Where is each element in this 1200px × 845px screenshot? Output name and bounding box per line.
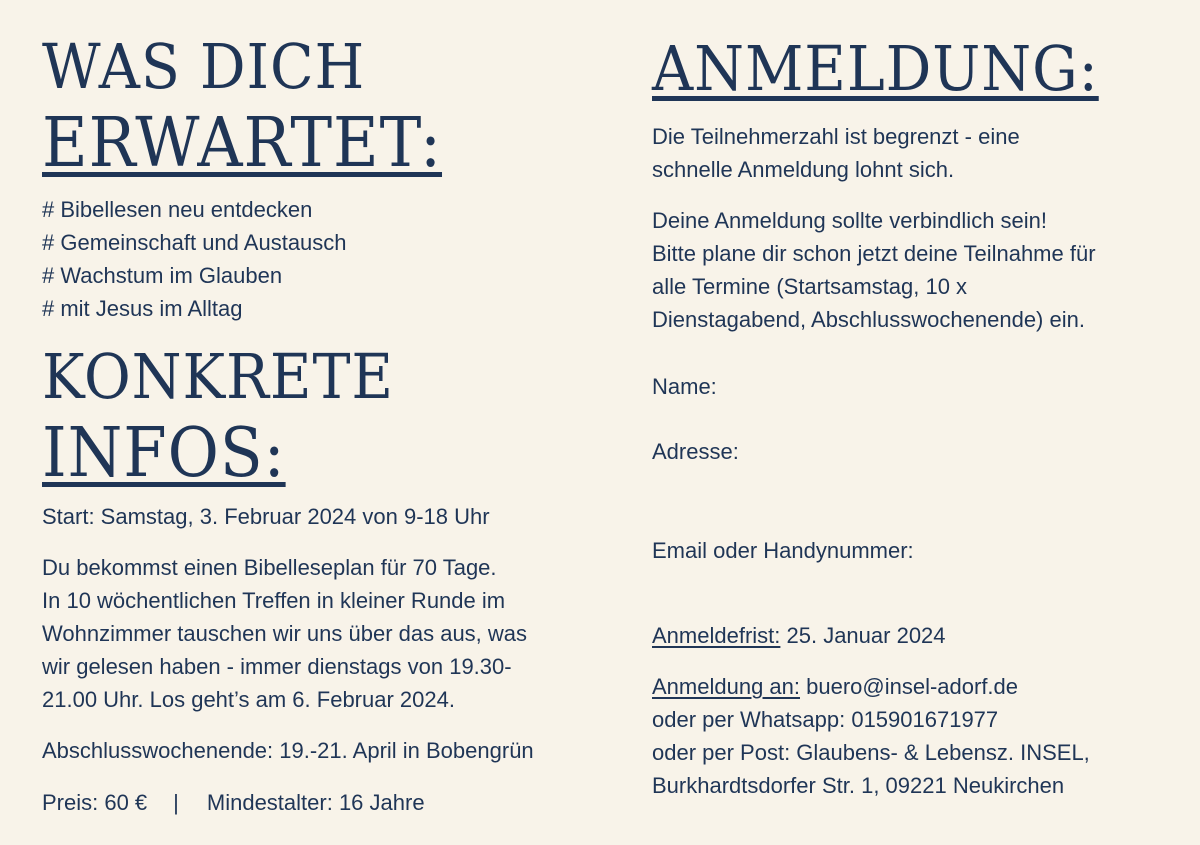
heading-registration: ANMELDUNG: (652, 32, 1099, 105)
register-line (652, 670, 1090, 703)
name-label: Name: (652, 374, 717, 399)
list-item: # mit Jesus im Alltag (42, 296, 243, 321)
register-email: buero@insel-adorf.de (800, 674, 1019, 699)
deadline-line (652, 619, 946, 652)
heading-infos-line2: INFOS: (42, 414, 286, 493)
closing-weekend-info: Abschlusswochenende: 19.-21. April in Bobengrün (42, 738, 534, 763)
list-item: # Bibellesen neu entdecken (42, 197, 313, 222)
limited-paragraph (652, 120, 1020, 186)
plan-line: Wohnzimmer tauschen wir uns über das aus, was (42, 621, 528, 646)
deadline-value: 25. Januar 2024 (780, 623, 946, 648)
text-line: Burkhardtsdorfer Str. 1, 09221 Neukirchen (652, 773, 1065, 798)
expectations-list (42, 193, 347, 325)
text-line: Bitte plane dir schon jetzt deine Teilnahme für (652, 241, 1096, 266)
price-age-line (42, 786, 425, 819)
deadline-label: Anmeldefrist: (652, 623, 781, 648)
register-paragraph (652, 670, 1090, 802)
text-line: oder per Whatsapp: 015901671977 (652, 707, 999, 732)
plan-line: In 10 wöchentlichen Treffen in kleiner Runde im (42, 588, 506, 613)
plan-line: 21.00 Uhr. Los geht’s am 6. Februar 2024. (42, 687, 455, 712)
text-line: Dienstagabend, Abschlusswochenende) ein. (652, 307, 1085, 332)
price: Preis: 60 € (42, 790, 148, 815)
binding-paragraph (652, 204, 1096, 336)
plan-paragraph (42, 551, 527, 716)
list-item: # Wachstum im Glauben (42, 263, 283, 288)
heading-expect-line2: ERWARTET: (42, 104, 443, 183)
list-item: # Gemeinschaft und Austausch (42, 230, 347, 255)
text-line: Die Teilnehmerzahl ist begrenzt - eine (652, 124, 1020, 149)
register-label: Anmeldung an: (652, 674, 800, 699)
text-line: Deine Anmeldung sollte verbindlich sein! (652, 208, 1048, 233)
text-line: schnelle Anmeldung lohnt sich. (652, 157, 955, 182)
min-age: Mindestalter: 16 Jahre (206, 790, 425, 815)
text-line: oder per Post: Glaubens- & Lebensz. INSEL, (652, 740, 1090, 765)
heading-expect-line1: WAS DICH (42, 30, 366, 103)
text-line: alle Termine (Startsamstag, 10 x (652, 274, 968, 299)
start-info: Start: Samstag, 3. Februar 2024 von 9-18 Uhr (42, 504, 490, 529)
address-label: Adresse: (652, 439, 739, 464)
separator: | (173, 790, 179, 815)
plan-line: wir gelesen haben - immer dienstags von 19.30- (42, 654, 512, 679)
heading-infos-line1: KONKRETE (42, 340, 395, 413)
contact-label: Email oder Handynummer: (652, 538, 914, 563)
plan-line: Du bekommst einen Bibelleseplan für 70 Tage. (42, 555, 497, 580)
